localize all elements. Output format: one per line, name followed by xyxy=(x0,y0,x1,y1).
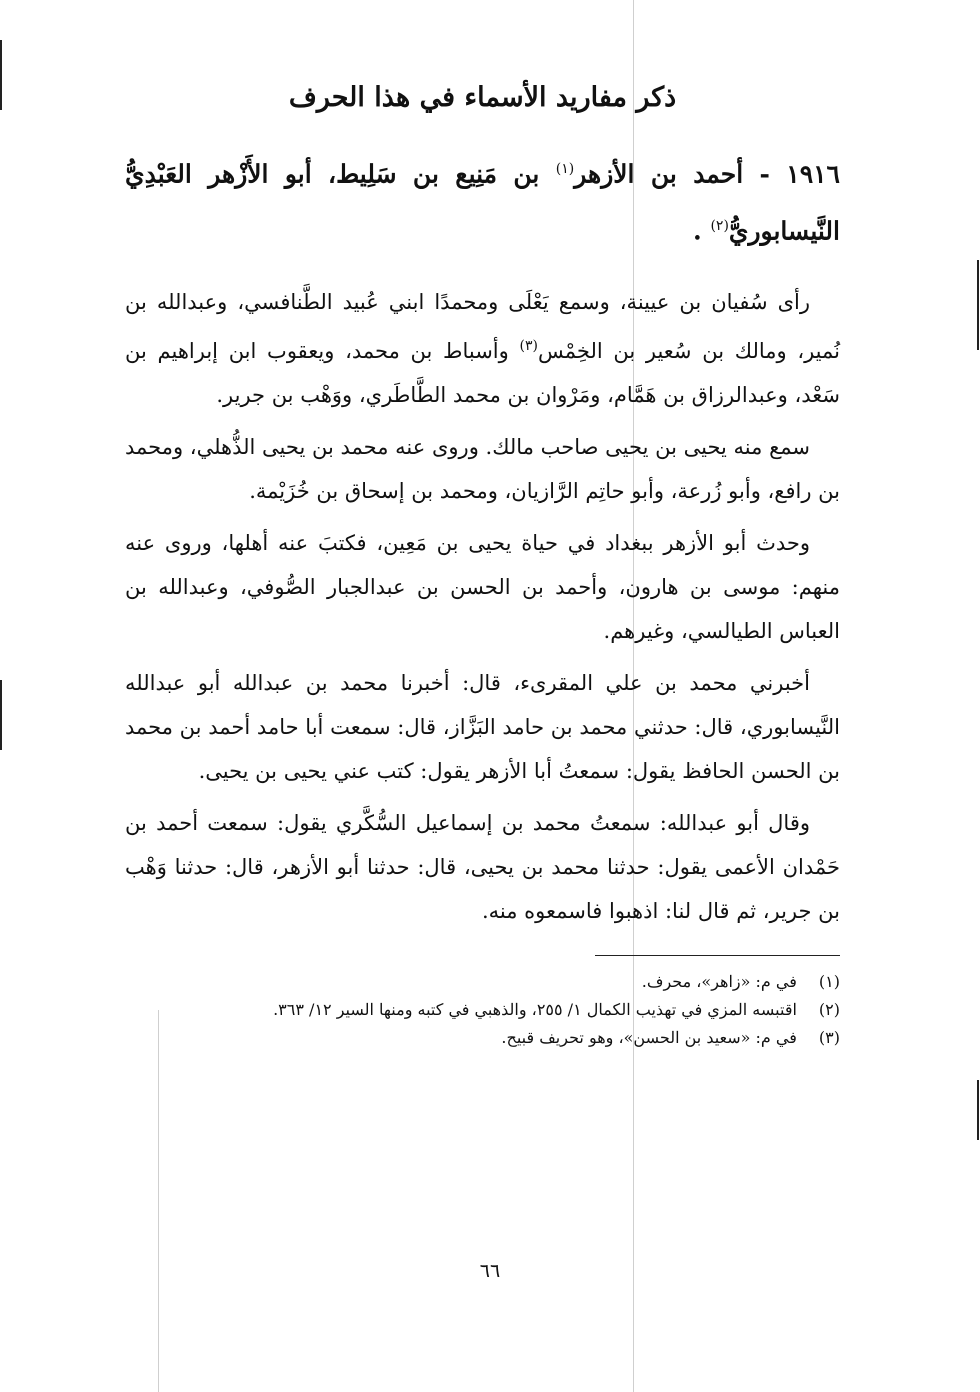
paragraph-text: أخبرني محمد بن علي المقرىء، قال: أخبرنا محمد بن عبدالله أبو عبدالله النَّيسابوري، قال: حدثني محمد بن حامد البَزَّاز، قال: سمعت أبا حامد أحمد بن محمد بن الحسن الحافظ يقول: سمعتُ أبا الأزهر يقول: كتب عني يحيى بن يحيى. xyxy=(125,670,840,783)
footnote-text: في م: «زاهر»، محرف. xyxy=(641,971,797,991)
paragraph xyxy=(125,425,840,513)
footnote-item xyxy=(125,996,840,1024)
page-body xyxy=(125,70,840,1052)
section-title: ذكر مفاريد الأسماء في هذا الحرف xyxy=(288,82,677,113)
page-number: ٦٦ xyxy=(479,1260,501,1282)
paragraph-text: وقال أبو عبدالله: سمعتُ محمد بن إسماعيل السُّكَّري يقول: سمعت أحمد بن حَمْدان الأعمى يقول: حدثنا محمد بن يحيى، قال: حدثنا أبو الأزهر، قال: حدثنا وَهْب بن جرير، ثم قال لنا: اذهبوا فاسمعوه منه. xyxy=(125,810,840,923)
footnote-text: اقتبسه المزي في تهذيب الكمال ١/ ٢٥٥، والذهبي في كتبه ومنها السير ١٢/ ٣٦٣. xyxy=(273,999,797,1019)
paragraph xyxy=(125,661,840,793)
paragraph xyxy=(125,280,840,417)
margin-mark xyxy=(0,40,2,110)
entry-name-part1: - أحمد بن الأزهر xyxy=(574,159,770,189)
footnote-number: (٢) xyxy=(818,999,840,1019)
scan-artifact-line xyxy=(158,1010,159,1392)
margin-mark xyxy=(0,680,2,750)
paragraph-text: وأسباط بن محمد، ويعقوب ابن إبراهيم بن سَعْد، وعبدالرزاق بن هَمَّام، ومَرْوان بن محمد الطَّاطَري، ووَهْب بن جرير. xyxy=(125,338,840,407)
footnote-number: (١) xyxy=(818,971,840,991)
paragraph xyxy=(125,521,840,653)
footnote-item xyxy=(125,1024,840,1052)
footnote-ref[interactable]: (١) xyxy=(555,161,575,177)
footnote-text: في م: «سعيد بن الحسن»، وهو تحريف قبيح. xyxy=(501,1027,797,1047)
footnote-number: (٣) xyxy=(818,1027,840,1047)
footnote-ref[interactable]: (٣) xyxy=(519,337,538,354)
paragraph xyxy=(125,801,840,933)
footnote-divider xyxy=(595,955,840,956)
footnotes xyxy=(125,968,840,1052)
margin-mark xyxy=(977,260,979,350)
margin-mark xyxy=(977,1080,979,1140)
footnote-item xyxy=(125,968,840,996)
entry-heading xyxy=(125,143,840,258)
entry-name-part2: بن مَنِيع بن سَلِيط، أبو الأَزْهر العَبْدِيُّ النَّيسابوريُّ xyxy=(125,159,840,246)
paragraph-text: سمع منه يحيى بن يحيى صاحب مالك. وروى عنه محمد بن يحيى الذُّهلي، ومحمد بن رافع، وأبو زُرعة، وأبو حاتِم الرَّازيان، ومحمد بن إسحاق بن خُزَيْمة. xyxy=(125,434,840,503)
paragraph-text: وحدث أبو الأزهر ببغداد في حياة يحيى بن مَعِين، فكتبَ عنه أهلها، وروى عنه منهم: موسى بن هارون، وأحمد بن الحسن بن عبدالجبار الصُّوفي، وعبدالله بن العباس الطيالسي، وغيرهم. xyxy=(125,530,840,643)
footnote-ref[interactable]: (٢) xyxy=(710,218,729,235)
paragraph-text: رأى سُفيان بن عيينة، وسمع يَعْلَى ومحمدًا ابني عُبيد الطَّنافسي، وعبدالله بن نُمير، ومالك بن سُعير بن الخِمْس xyxy=(125,289,841,363)
entry-number: ١٩١٦ xyxy=(786,159,840,189)
entry-name-end: . xyxy=(693,216,702,246)
